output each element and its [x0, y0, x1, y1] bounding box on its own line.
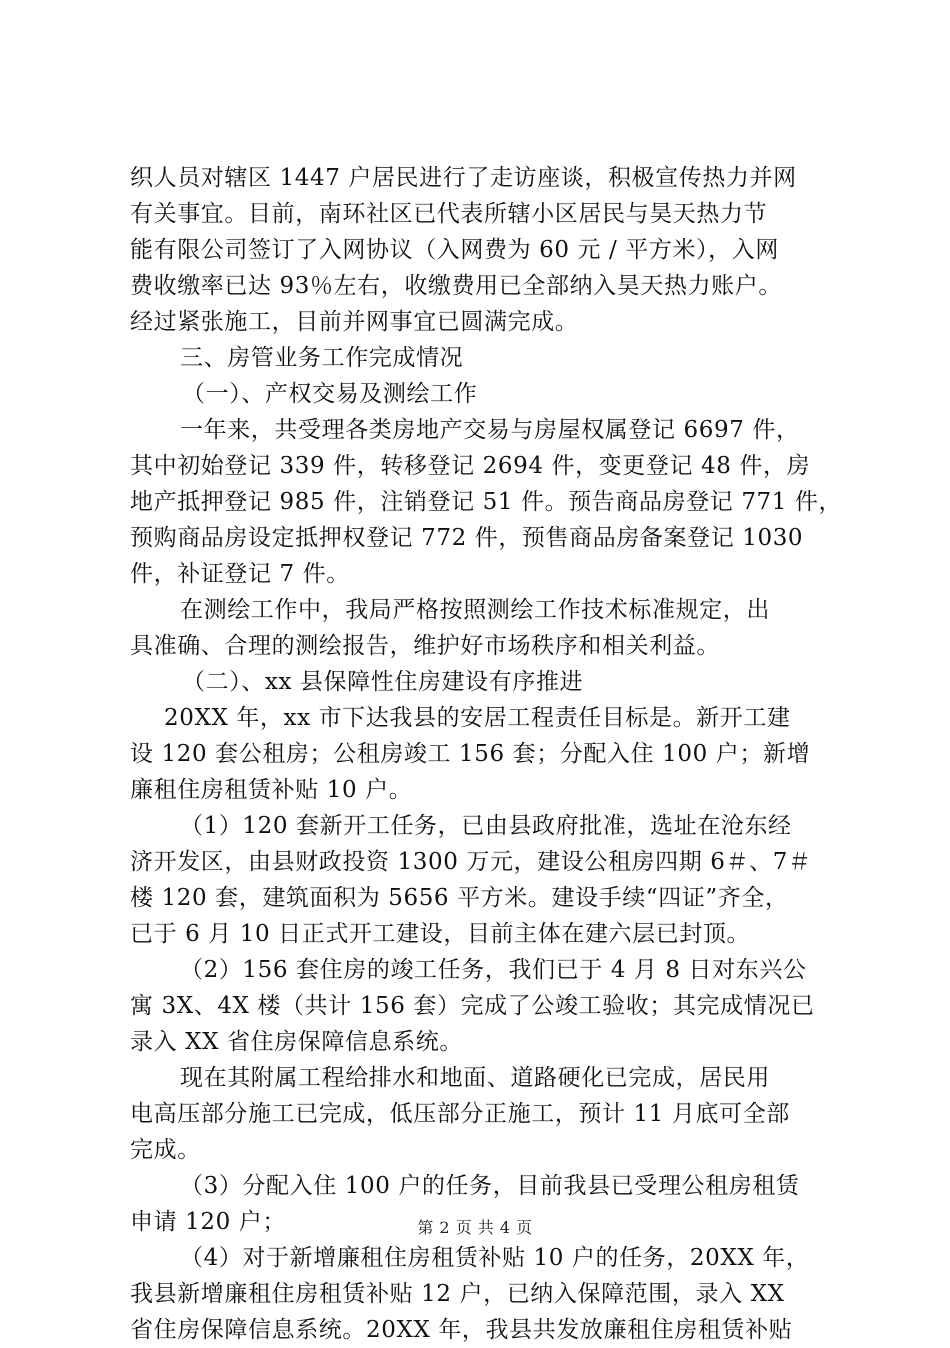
body-line: 录入 XX 省住房保障信息系统。: [130, 1029, 463, 1055]
document-body: [130, 160, 843, 1348]
paragraph-start: （2）156 套住房的竣工任务，我们已于 4 月 8 日对东兴公: [180, 957, 807, 983]
body-line: 省住房保障信息系统。20XX 年，我县共发放廉租住房租赁补贴: [130, 1317, 793, 1343]
body-line: 预购商品房设定抵押权登记 772 件，预售商品房备案登记 1030: [130, 525, 804, 551]
body-line: 济开发区，由县财政投资 1300 万元，建设公租房四期 6＃、7＃: [130, 849, 812, 875]
body-line: 完成。: [130, 1137, 201, 1163]
paragraph-start: 一年来，共受理各类房地产交易与房屋权属登记 6697 件，: [180, 417, 800, 443]
body-line: 织人员对辖区 1447 户居民进行了走访座谈，积极宣传热力并网: [130, 165, 797, 191]
body-line: 廉租住房租赁补贴 10 户。: [130, 777, 413, 803]
page-number-footer: 第 2 页 共 4 页: [417, 1218, 533, 1237]
body-line: 我县新增廉租住房租赁补贴 12 户，已纳入保障范围，录入 XX: [130, 1281, 785, 1307]
body-line: 能有限公司签订了入网协议（入网费为 60 元 / 平方米），入网: [130, 237, 779, 263]
body-line: 已于 6 月 10 日正式开工建设，目前主体在建六层已封顶。: [130, 921, 751, 947]
paragraph-start: （3）分配入住 100 户的任务，目前我县已受理公租房租赁: [180, 1173, 800, 1199]
paragraph-start: 在测绘工作中，我局严格按照测绘工作技术标准规定，出: [180, 597, 770, 623]
body-line: 地产抵押登记 985 件，注销登记 51 件。预告商品房登记 771 件，: [130, 489, 843, 515]
body-line: 楼 120 套，建筑面积为 5656 平方米。建设手续“四证”齐全，: [130, 885, 789, 911]
body-line: 其中初始登记 339 件，转移登记 2694 件，变更登记 48 件，房: [130, 453, 811, 479]
subsection-heading: （二）、xx 县保障性住房建设有序推进: [182, 669, 584, 695]
body-line: 电高压部分施工已完成，低压部分正施工，预计 11 月底可全部: [130, 1101, 790, 1127]
paragraph-start: （4）对于新增廉租住房租赁补贴 10 户的任务，20XX 年，: [180, 1245, 810, 1271]
body-line: 经过紧张施工，目前并网事宜已圆满完成。: [130, 309, 579, 335]
subsection-heading: （一）、产权交易及测绘工作: [182, 381, 478, 407]
body-line: 费收缴率已达 93％左右，收缴费用已全部纳入昊天热力账户。: [130, 273, 782, 299]
paragraph-start: 现在其附属工程给排水和地面、道路硬化已完成，居民用: [180, 1065, 770, 1091]
body-line: 设 120 套公租房；公租房竣工 156 套；分配入住 100 户；新增: [130, 741, 811, 767]
body-line: 件，补证登记 7 件。: [130, 561, 350, 587]
body-line: 有关事宜。目前，南环社区已代表所辖小区居民与昊天热力节: [130, 201, 768, 227]
paragraph-start: 20XX 年，xx 市下达我县的安居工程责任目标是。新开工建: [164, 705, 791, 731]
paragraph-start: （1）120 套新开工任务，已由县政府批准，选址在沧东经: [180, 813, 792, 839]
body-line: 申请 120 户；: [130, 1209, 286, 1235]
body-line: 寓 3X、4X 楼（共计 156 套）完成了公竣工验收；其完成情况已: [130, 993, 815, 1019]
section-heading: 三、房管业务工作完成情况: [180, 345, 464, 371]
body-line: 具准确、合理的测绘报告，维护好市场秩序和相关利益。: [130, 633, 720, 659]
